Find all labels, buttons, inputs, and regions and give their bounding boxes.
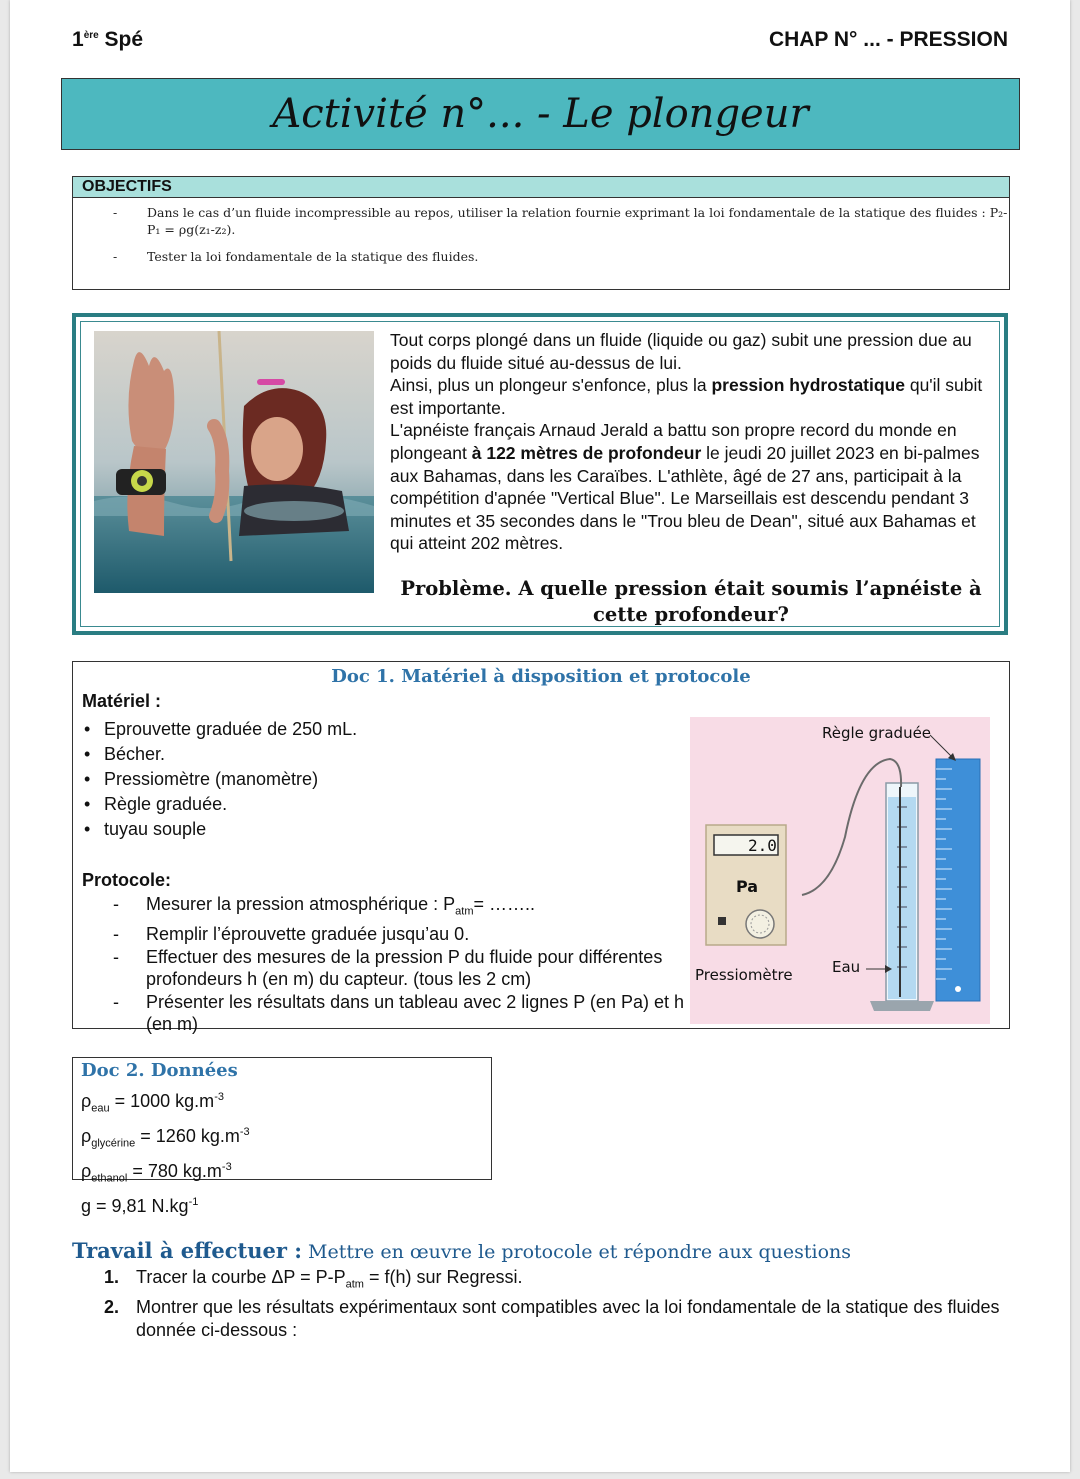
activity-banner	[61, 78, 1020, 150]
regle-label: Règle graduée	[822, 724, 932, 742]
protocole-step: - Effectuer des mesures de la pression P du fluide pour différentes profondeurs h (en m) du capteur. (tous les 2 cm)	[113, 946, 713, 991]
materiel-item: • Bécher.	[82, 742, 357, 767]
level-number: 1	[72, 28, 84, 51]
objectif-item: - Tester la loi fondamentale de la statique des fluides.	[113, 248, 1009, 265]
protocole-list	[113, 893, 713, 1036]
travail-heading: Travail à effectuer : Mettre en œuvre le protocole et répondre aux questions	[72, 1238, 852, 1263]
eau-label: Eau	[832, 958, 861, 976]
activity-title: Activité n°... - Le plongeur	[272, 91, 809, 137]
diver-photo	[94, 331, 374, 593]
doc2-title: Doc 2. Données	[81, 1060, 238, 1081]
chapter-title: CHAP N° ... - PRESSION	[768, 28, 1008, 51]
materiel-list	[82, 717, 357, 842]
materiel-item: • Eprouvette graduée de 250 mL.	[82, 717, 357, 742]
materiel-label: Matériel :	[82, 691, 162, 711]
data-line: $\rho_{ethanol} = 780$ $kg.m^{-3}$	[81, 1161, 232, 1185]
question-item: 1. Tracer la courbe $\Delta P = P-P_{atm} = f(h)$ sur Regressi.	[104, 1267, 523, 1291]
document-page	[10, 0, 1070, 1472]
pressiometre-label: Pressiomètre	[695, 966, 793, 984]
pressiometre-display: 2.0	[748, 836, 777, 855]
materiel-item: • tuyau souple	[82, 817, 357, 842]
level-superscript: ère	[83, 30, 99, 41]
question-item: 2. Montrer que les résultats expérimentaux sont compatibles avec la loi fondamentale de la statique des fluides donnée ci-dessous :	[104, 1297, 1000, 1340]
intro-paragraph: Ainsi, plus un plongeur s'enfonce, plus la pression hydrostatique qu'il subit est importante.	[390, 375, 983, 418]
data-line: $\rho_{glycérine} = 1260$ $kg.m^{-3}$	[81, 1126, 250, 1150]
materiel-item: • Règle graduée.	[82, 792, 357, 817]
doc2-box	[72, 1057, 492, 1217]
materiel-item: • Pressiomètre (manomètre)	[82, 767, 357, 792]
data-line: $\rho_{eau} = 1000$ $kg.m^{-3}$	[81, 1091, 224, 1115]
intro-paragraph: L'apnéiste français Arnaud Jerald a battu son propre record du monde en plongeant à 122 mètres de profondeur le jeudi 20 juillet 2023 en bi-palmes aux Bahamas, dans les Caraïbes. L'athlète, âgé de 27 ans, participait à la compétition d'apnée "Vertical Blue". Le Marseillais est descendu pendant 3 minutes et 35 secondes dans le "Trou bleu de Dean", situé aux Bahamas et qui atteint 202 mètres.	[390, 420, 980, 554]
doc2-data	[81, 1086, 250, 1219]
protocole-step: - Remplir l’éprouvette graduée jusqu’au 0.	[113, 923, 713, 946]
objectifs-box	[72, 176, 1010, 290]
level-rest: Spé	[98, 28, 144, 51]
doc1-title: Doc 1. Matériel à disposition et protocole	[331, 666, 751, 687]
objectifs-title: OBJECTIFS	[73, 177, 1009, 198]
pressiometre-unit: Pa	[736, 877, 759, 896]
questions-list	[100, 1266, 1000, 1341]
protocole-label: Protocole:	[82, 870, 172, 890]
experiment-figure	[690, 717, 990, 1024]
intro-paragraph: Tout corps plongé dans un fluide (liquide ou gaz) subit une pression due au poids du fluide situé au-dessus de lui.	[390, 330, 972, 373]
objectif-item: - Dans le cas d’un fluide incompressible au repos, utiliser la relation fournie exprimant la loi fondamentale de la statique des fluides : P₂-P₁ = ρg(z₁-z₂).	[113, 204, 1009, 238]
intro-text	[390, 329, 990, 555]
doc1-box	[72, 661, 1010, 1035]
protocole-step: - Présenter les résultats dans un tableau avec 2 lignes P (en Pa) et h (en m)	[113, 991, 713, 1036]
intro-box	[72, 313, 1008, 635]
formula: P₂-P₁ = ρg(z₁-z₂).	[147, 205, 1008, 237]
data-line: g = 9,81 $N.kg^{-1}$	[81, 1196, 199, 1217]
class-level	[72, 28, 143, 52]
protocole-step: - Mesurer la pression atmosphérique : $P_{atm}=$ ……..	[113, 893, 713, 923]
probleme-question: Problème. A quelle pression était soumis l’apnéiste à cette profondeur?	[400, 577, 982, 626]
objectifs-list	[73, 204, 1009, 265]
